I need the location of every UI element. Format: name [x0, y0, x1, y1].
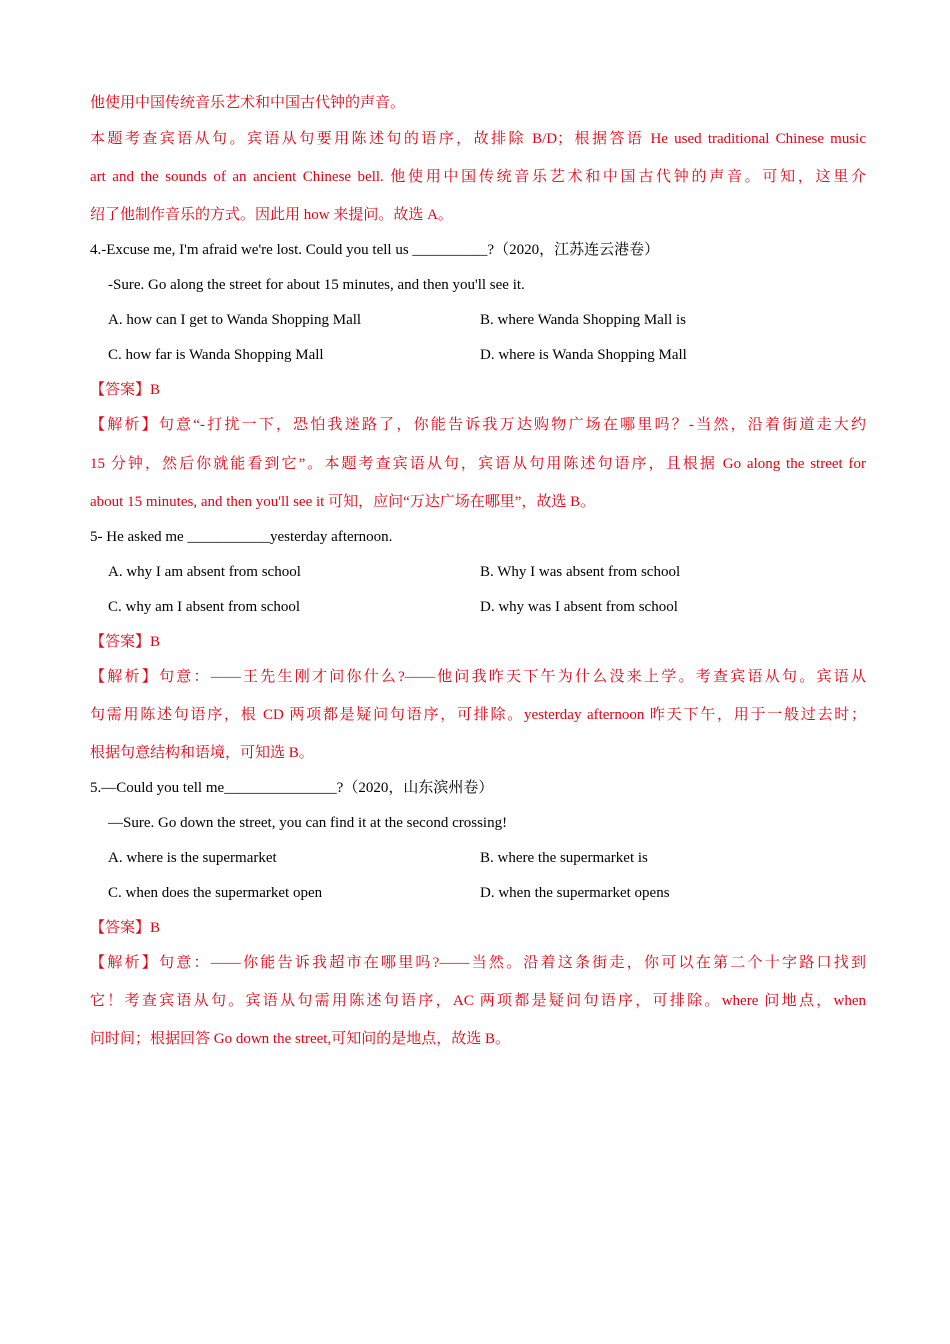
explanation-line: 句需用陈述句语序，根 CD 两项都是疑问句语序，可排除。yesterday afternoon 昨天下午，用于一般过去时；: [90, 707, 866, 723]
option-row: [108, 344, 866, 366]
answer-value: B: [150, 920, 161, 936]
answer-value: B: [150, 382, 161, 398]
question-reply: —Sure. Go down the street, you can find it at the second crossing!: [108, 815, 508, 831]
option-row: [108, 882, 866, 904]
explanation-line: about 15 minutes, and then you'll see it 可知，应问“万达广场在哪里”，故选 B。: [90, 494, 596, 510]
option-row: [108, 596, 866, 618]
option-c: C. how far is Wanda Shopping Mall: [108, 347, 324, 363]
option-a: A. where is the supermarket: [108, 850, 277, 866]
answer-label: 【答案】: [90, 634, 151, 650]
explanation-line: 他使用中国传统音乐艺术和中国古代钟的声音。: [90, 95, 406, 111]
explanation-line: art and the sounds of an ancient Chinese bell. 他使用中国传统音乐艺术和中国古代钟的声音。可知，这里介: [90, 169, 866, 185]
option-c: C. when does the supermarket open: [108, 885, 323, 901]
option-c: C. why am I absent from school: [108, 599, 301, 615]
option-b: B. Why I was absent from school: [480, 564, 681, 580]
explanation-line: 根据句意结构和语境，可知选 B。: [90, 745, 314, 761]
question-stem: 4.-Excuse me, I'm afraid we're lost. Could you tell us __________?（2020，江苏连云港卷）: [90, 242, 660, 258]
explanation-line: 问时间；根据回答 Go down the street,可知问的是地点，故选 B。: [90, 1031, 510, 1047]
question-stem: 5- He asked me ___________yesterday afternoon.: [90, 529, 393, 545]
question-reply: -Sure. Go along the street for about 15 minutes, and then you'll see it.: [108, 277, 525, 293]
answer-label: 【答案】: [90, 382, 151, 398]
option-row: [108, 847, 866, 869]
answer-value: B: [150, 634, 161, 650]
answer-line: [90, 631, 866, 653]
explanation-line: 绍了他制作音乐的方式。因此用 how 来提问。故选 A。: [90, 207, 453, 223]
option-d: D. where is Wanda Shopping Mall: [480, 347, 687, 363]
answer-line: [90, 917, 866, 939]
option-row: [108, 561, 866, 583]
option-row: [108, 309, 866, 331]
option-b: B. where the supermarket is: [480, 850, 648, 866]
explanation-line: 【解析】句意：——你能告诉我超市在哪里吗?——当然。沿着这条街走，你可以在第二个十字路口找到: [90, 955, 866, 971]
explanation-line: 本题考查宾语从句。宾语从句要用陈述句的语序，故排除 B/D；根据答语 He used traditional Chinese music: [90, 131, 866, 147]
option-d: D. when the supermarket opens: [480, 885, 670, 901]
explanation-line: 【解析】句意“-打扰一下，恐怕我迷路了，你能告诉我万达购物广场在哪里吗？-当然，沿着街道走大约: [90, 417, 866, 433]
option-a: A. why I am absent from school: [108, 564, 301, 580]
option-d: D. why was I absent from school: [480, 599, 678, 615]
answer-label: 【答案】: [90, 920, 151, 936]
option-b: B. where Wanda Shopping Mall is: [480, 312, 686, 328]
option-a: A. how can I get to Wanda Shopping Mall: [108, 312, 362, 328]
question-stem: 5.—Could you tell me_______________?（2020，山东滨州卷）: [90, 780, 494, 796]
explanation-line: 【解析】句意：——王先生刚才问你什么?——他问我昨天下午为什么没来上学。考查宾语从句。宾语从: [90, 669, 866, 685]
answer-line: [90, 379, 866, 401]
explanation-line: 它！考查宾语从句。宾语从句需用陈述句语序，AC 两项都是疑问句语序，可排除。where 问地点，when: [90, 993, 866, 1009]
explanation-line: 15 分钟，然后你就能看到它”。本题考查宾语从句，宾语从句用陈述句语序，且根据 Go along the street for: [90, 456, 866, 472]
